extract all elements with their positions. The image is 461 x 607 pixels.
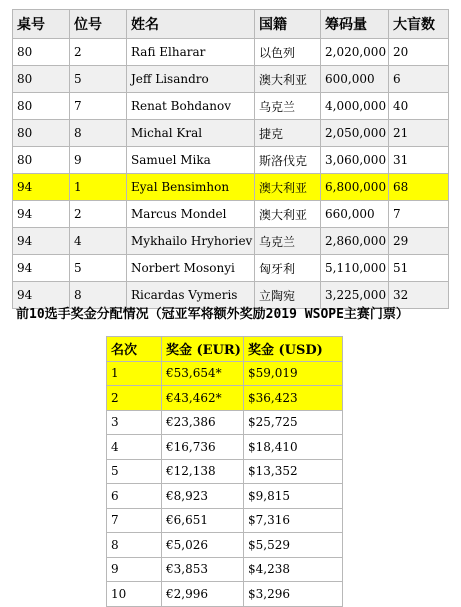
prize-table-header <box>107 337 343 362</box>
table-row <box>13 147 449 174</box>
cell-big-blinds: 51 <box>389 255 449 282</box>
table-row <box>107 582 343 607</box>
header-table-no: 桌号 <box>13 10 70 39</box>
header-prize-eur: 奖金 (EUR) <box>162 337 244 362</box>
cell-player-name: Norbert Mosonyi <box>127 255 255 282</box>
cell-prize-usd: $59,019 <box>244 361 343 386</box>
cell-nationality: 乌克兰 <box>255 93 321 120</box>
table-row <box>107 459 343 484</box>
prize-section-title: 前10选手奖金分配情况（冠亚军将额外奖励2019 WSOPE主赛门票） <box>16 307 409 322</box>
table-row <box>13 201 449 228</box>
table-row <box>107 508 343 533</box>
cell-prize-eur: €6,651 <box>162 508 244 533</box>
cell-nationality: 立陶宛 <box>255 282 321 309</box>
cell-player-name: Rafi Elharar <box>127 39 255 66</box>
cell-chips: 2,050,000 <box>321 120 389 147</box>
cell-table-no: 94 <box>13 255 70 282</box>
cell-nationality: 澳大利亚 <box>255 174 321 201</box>
cell-prize-usd: $25,725 <box>244 410 343 435</box>
table-row <box>13 66 449 93</box>
cell-prize-usd: $13,352 <box>244 459 343 484</box>
cell-big-blinds: 21 <box>389 120 449 147</box>
cell-rank: 4 <box>107 435 162 460</box>
cell-rank: 9 <box>107 557 162 582</box>
header-big-blinds: 大盲数 <box>389 10 449 39</box>
cell-table-no: 94 <box>13 282 70 309</box>
cell-seat-no: 7 <box>70 93 127 120</box>
cell-prize-usd: $3,296 <box>244 582 343 607</box>
cell-big-blinds: 32 <box>389 282 449 309</box>
table-row <box>107 557 343 582</box>
cell-prize-eur: €43,462* <box>162 386 244 411</box>
cell-chips: 2,860,000 <box>321 228 389 255</box>
table-row <box>107 410 343 435</box>
cell-chips: 660,000 <box>321 201 389 228</box>
cell-chips: 3,060,000 <box>321 147 389 174</box>
seat-table <box>12 9 449 309</box>
cell-seat-no: 8 <box>70 282 127 309</box>
cell-prize-usd: $7,316 <box>244 508 343 533</box>
cell-rank: 2 <box>107 386 162 411</box>
cell-prize-eur: €8,923 <box>162 484 244 509</box>
cell-prize-usd: $36,423 <box>244 386 343 411</box>
cell-player-name: Michal Kral <box>127 120 255 147</box>
cell-rank: 8 <box>107 533 162 558</box>
prize-table <box>106 336 343 607</box>
cell-seat-no: 9 <box>70 147 127 174</box>
cell-chips: 600,000 <box>321 66 389 93</box>
table-row <box>107 361 343 386</box>
cell-nationality: 捷克 <box>255 120 321 147</box>
cell-prize-usd: $4,238 <box>244 557 343 582</box>
cell-big-blinds: 40 <box>389 93 449 120</box>
cell-table-no: 80 <box>13 39 70 66</box>
header-prize-usd: 奖金 (USD) <box>244 337 343 362</box>
cell-player-name: Mykhailo Hryhoriev <box>127 228 255 255</box>
table-row <box>107 484 343 509</box>
cell-player-name: Jeff Lisandro <box>127 66 255 93</box>
cell-big-blinds: 29 <box>389 228 449 255</box>
header-nationality: 国籍 <box>255 10 321 39</box>
cell-table-no: 80 <box>13 93 70 120</box>
table-row <box>13 120 449 147</box>
cell-table-no: 94 <box>13 228 70 255</box>
cell-nationality: 乌克兰 <box>255 228 321 255</box>
table-row <box>107 435 343 460</box>
cell-rank: 7 <box>107 508 162 533</box>
cell-seat-no: 5 <box>70 66 127 93</box>
header-seat-no: 位号 <box>70 10 127 39</box>
cell-big-blinds: 68 <box>389 174 449 201</box>
header-name: 姓名 <box>127 10 255 39</box>
cell-table-no: 94 <box>13 174 70 201</box>
table-row <box>13 39 449 66</box>
table-row <box>13 174 449 201</box>
cell-chips: 3,225,000 <box>321 282 389 309</box>
cell-seat-no: 1 <box>70 174 127 201</box>
cell-seat-no: 8 <box>70 120 127 147</box>
cell-prize-eur: €53,654* <box>162 361 244 386</box>
cell-seat-no: 2 <box>70 201 127 228</box>
cell-nationality: 以色列 <box>255 39 321 66</box>
cell-prize-eur: €16,736 <box>162 435 244 460</box>
cell-chips: 5,110,000 <box>321 255 389 282</box>
cell-nationality: 斯洛伐克 <box>255 147 321 174</box>
cell-rank: 1 <box>107 361 162 386</box>
cell-prize-usd: $18,410 <box>244 435 343 460</box>
cell-rank: 6 <box>107 484 162 509</box>
table-row <box>13 255 449 282</box>
cell-table-no: 94 <box>13 201 70 228</box>
cell-rank: 3 <box>107 410 162 435</box>
cell-nationality: 澳大利亚 <box>255 66 321 93</box>
cell-big-blinds: 20 <box>389 39 449 66</box>
cell-prize-eur: €5,026 <box>162 533 244 558</box>
header-chips: 筹码量 <box>321 10 389 39</box>
table-row <box>107 533 343 558</box>
cell-seat-no: 2 <box>70 39 127 66</box>
table-row <box>13 93 449 120</box>
cell-rank: 10 <box>107 582 162 607</box>
cell-player-name: Ricardas Vymeris <box>127 282 255 309</box>
cell-prize-usd: $5,529 <box>244 533 343 558</box>
cell-prize-eur: €12,138 <box>162 459 244 484</box>
cell-big-blinds: 6 <box>389 66 449 93</box>
cell-seat-no: 5 <box>70 255 127 282</box>
header-rank: 名次 <box>107 337 162 362</box>
cell-table-no: 80 <box>13 147 70 174</box>
seat-table-header <box>13 10 449 39</box>
cell-prize-eur: €23,386 <box>162 410 244 435</box>
cell-chips: 2,020,000 <box>321 39 389 66</box>
cell-table-no: 80 <box>13 120 70 147</box>
cell-player-name: Marcus Mondel <box>127 201 255 228</box>
cell-nationality: 匈牙利 <box>255 255 321 282</box>
cell-chips: 6,800,000 <box>321 174 389 201</box>
cell-prize-usd: $9,815 <box>244 484 343 509</box>
cell-prize-eur: €2,996 <box>162 582 244 607</box>
cell-big-blinds: 7 <box>389 201 449 228</box>
cell-nationality: 澳大利亚 <box>255 201 321 228</box>
cell-rank: 5 <box>107 459 162 484</box>
cell-player-name: Renat Bohdanov <box>127 93 255 120</box>
cell-prize-eur: €3,853 <box>162 557 244 582</box>
table-row <box>13 228 449 255</box>
cell-seat-no: 4 <box>70 228 127 255</box>
table-row <box>107 386 343 411</box>
cell-big-blinds: 31 <box>389 147 449 174</box>
cell-table-no: 80 <box>13 66 70 93</box>
cell-player-name: Samuel Mika <box>127 147 255 174</box>
cell-player-name: Eyal Bensimhon <box>127 174 255 201</box>
cell-chips: 4,000,000 <box>321 93 389 120</box>
